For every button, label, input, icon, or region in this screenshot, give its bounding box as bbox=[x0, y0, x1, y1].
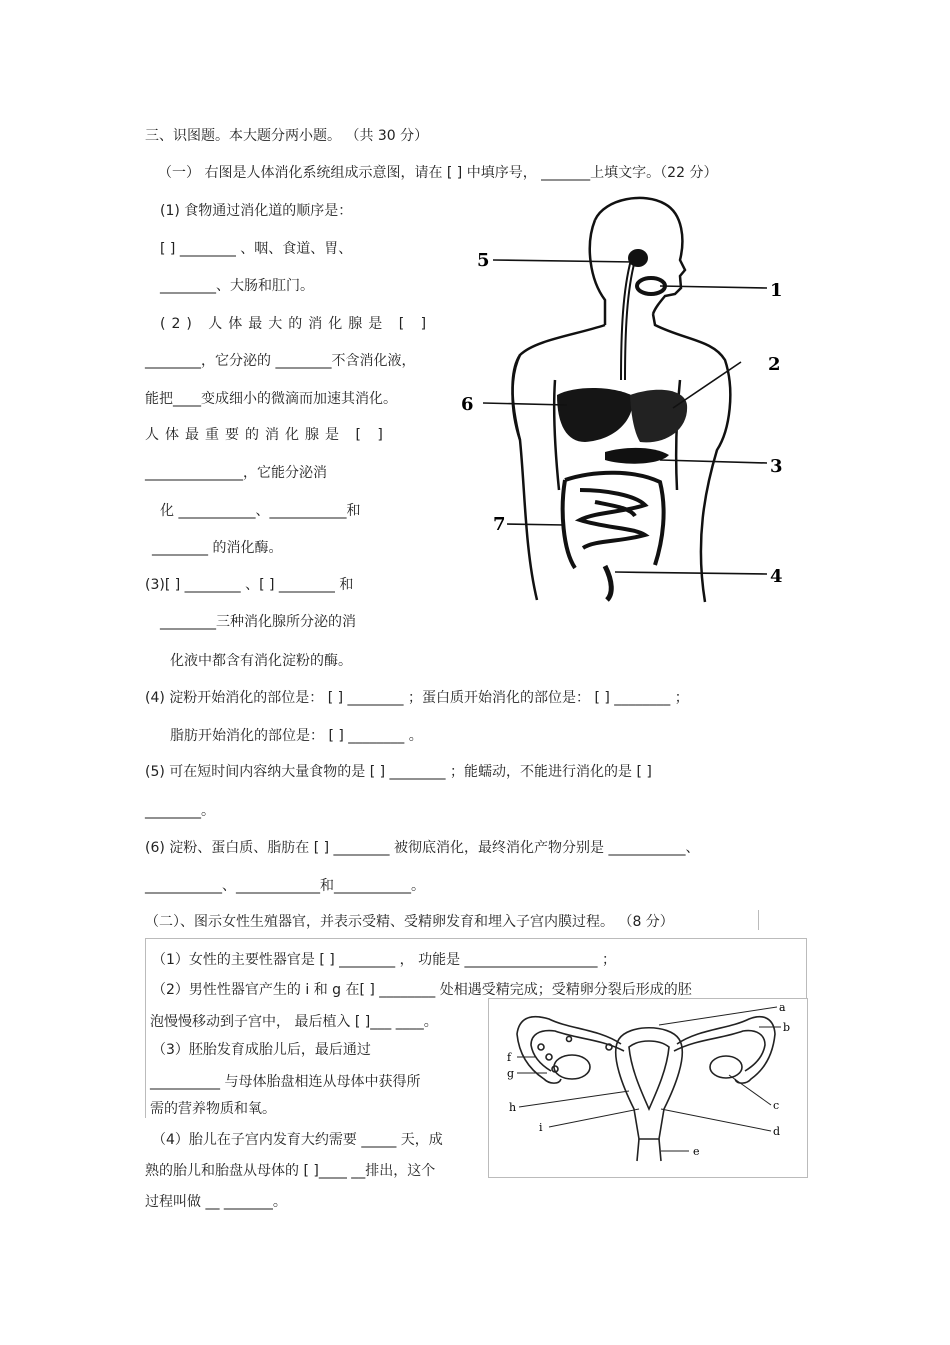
digestive-label-7: 7 bbox=[493, 514, 506, 535]
repro-label-g: g bbox=[507, 1067, 515, 1080]
repro-label-d: d bbox=[773, 1125, 781, 1138]
q5-line-1: (5) 可在短时间内容纳大量食物的是 [ ] ________ ；能蠕动，不能进行消化的是 [ ] bbox=[145, 764, 652, 780]
q3-line-1: (3)[ ] ________ 、[ ] ________ 和 bbox=[145, 577, 354, 593]
reproductive-system-figure bbox=[488, 998, 808, 1178]
box-top-border bbox=[145, 938, 807, 939]
q1-line-3: ________、大肠和肛门。 bbox=[160, 278, 314, 294]
q3-line-2: ________三种消化腺所分泌的消 bbox=[160, 614, 356, 630]
q3-line-3: 化液中都含有消化淀粉的酶。 bbox=[170, 653, 352, 669]
digestive-label-3: 3 bbox=[770, 456, 783, 477]
q2-line-2: ________，它分泌的 ________不含消化液， bbox=[145, 353, 416, 369]
q2-line-6: 化 ___________、___________和 bbox=[160, 503, 361, 519]
q4-line-1: (4) 淀粉开始消化的部位是： [ ] ________ ；蛋白质开始消化的部位是： [ ] ________ ； bbox=[145, 690, 689, 706]
q4-line-2: 脂肪开始消化的部位是： [ ] ________ 。 bbox=[170, 728, 423, 744]
q2-line-5: ______________，它能分泌消 bbox=[145, 465, 327, 481]
part1-intro: （一） 右图是人体消化系统组成示意图，请在 [ ] 中填序号， _______上填文字。（22 分） bbox=[158, 165, 718, 181]
q6-line-1: (6) 淀粉、蛋白质、脂肪在 [ ] ________ 被彻底消化，最终消化产物分别是 ___________、 bbox=[145, 840, 700, 856]
repro-label-i: i bbox=[539, 1121, 543, 1134]
repro-label-h: h bbox=[509, 1101, 517, 1114]
q2-line-1: (2) 人体最大的消化腺是 [ ] bbox=[160, 316, 433, 332]
repro-label-a: a bbox=[779, 1001, 786, 1014]
q6-line-2: ___________、____________和___________。 bbox=[145, 878, 425, 894]
p2-q3-line-2: __________ 与母体胎盘相连从母体中获得所 bbox=[150, 1074, 421, 1090]
repro-label-f: f bbox=[507, 1051, 512, 1064]
p2-q4-line-2: 熟的胎儿和胎盘从母体的 [ ]____ __排出，这个 bbox=[145, 1163, 436, 1179]
p2-q1: （1）女性的主要性器官是 [ ] ________ ， 功能是 ___________________ ； bbox=[152, 952, 616, 968]
repro-label-c: c bbox=[773, 1099, 780, 1112]
box-divider bbox=[758, 910, 759, 930]
p2-q3-line-3: 需的营养物质和氧。 bbox=[150, 1101, 276, 1117]
q1-line-2: [ ] ________ 、咽、食道、胃、 bbox=[160, 241, 353, 257]
q2-line-3: 能把____变成细小的微滴而加速其消化。 bbox=[145, 391, 397, 407]
digestive-label-2: 2 bbox=[768, 354, 781, 375]
box-right-border bbox=[806, 938, 807, 998]
q2-line-7: ________ 的消化酶。 bbox=[152, 540, 283, 556]
p2-q3-line-1: （3）胚胎发育成胎儿后，最后通过 bbox=[152, 1042, 371, 1058]
q5-line-2: ________。 bbox=[145, 803, 215, 819]
digestive-label-4: 4 bbox=[770, 566, 783, 587]
digestive-system-figure bbox=[455, 190, 800, 615]
p2-q2-line-1: （2）男性性器官产生的 i 和 g 在[ ] ________ 处相遇受精完成；受精卵分裂后形成的胚 bbox=[152, 982, 692, 998]
q1-line-1: (1) 食物通过消化道的顺序是： bbox=[160, 203, 353, 219]
repro-label-b: b bbox=[783, 1021, 791, 1034]
p2-q4-line-1: （4）胎儿在子宫内发育大约需要 _____ 天，成 bbox=[152, 1132, 443, 1148]
p2-q2-line-2: 泡慢慢移动到子宫中， 最后植入 [ ]___ ____。 bbox=[150, 1014, 438, 1030]
p2-q4-line-3: 过程叫做 __ _______。 bbox=[145, 1194, 287, 1210]
repro-label-e: e bbox=[693, 1145, 700, 1158]
q2-line-4: 人体最重要的消化腺是 [ ] bbox=[145, 427, 389, 443]
digestive-label-1: 1 bbox=[770, 280, 783, 301]
digestive-label-5: 5 bbox=[477, 250, 490, 271]
digestive-label-6: 6 bbox=[461, 394, 474, 415]
part2-intro: （二）、图示女性生殖器官，并表示受精、受精卵发育和埋入子宫内膜过程。 （8 分） bbox=[145, 914, 674, 930]
box-left-border bbox=[145, 938, 146, 1118]
section-title: 三、识图题。本大题分两小题。 （共 30 分） bbox=[145, 128, 429, 144]
